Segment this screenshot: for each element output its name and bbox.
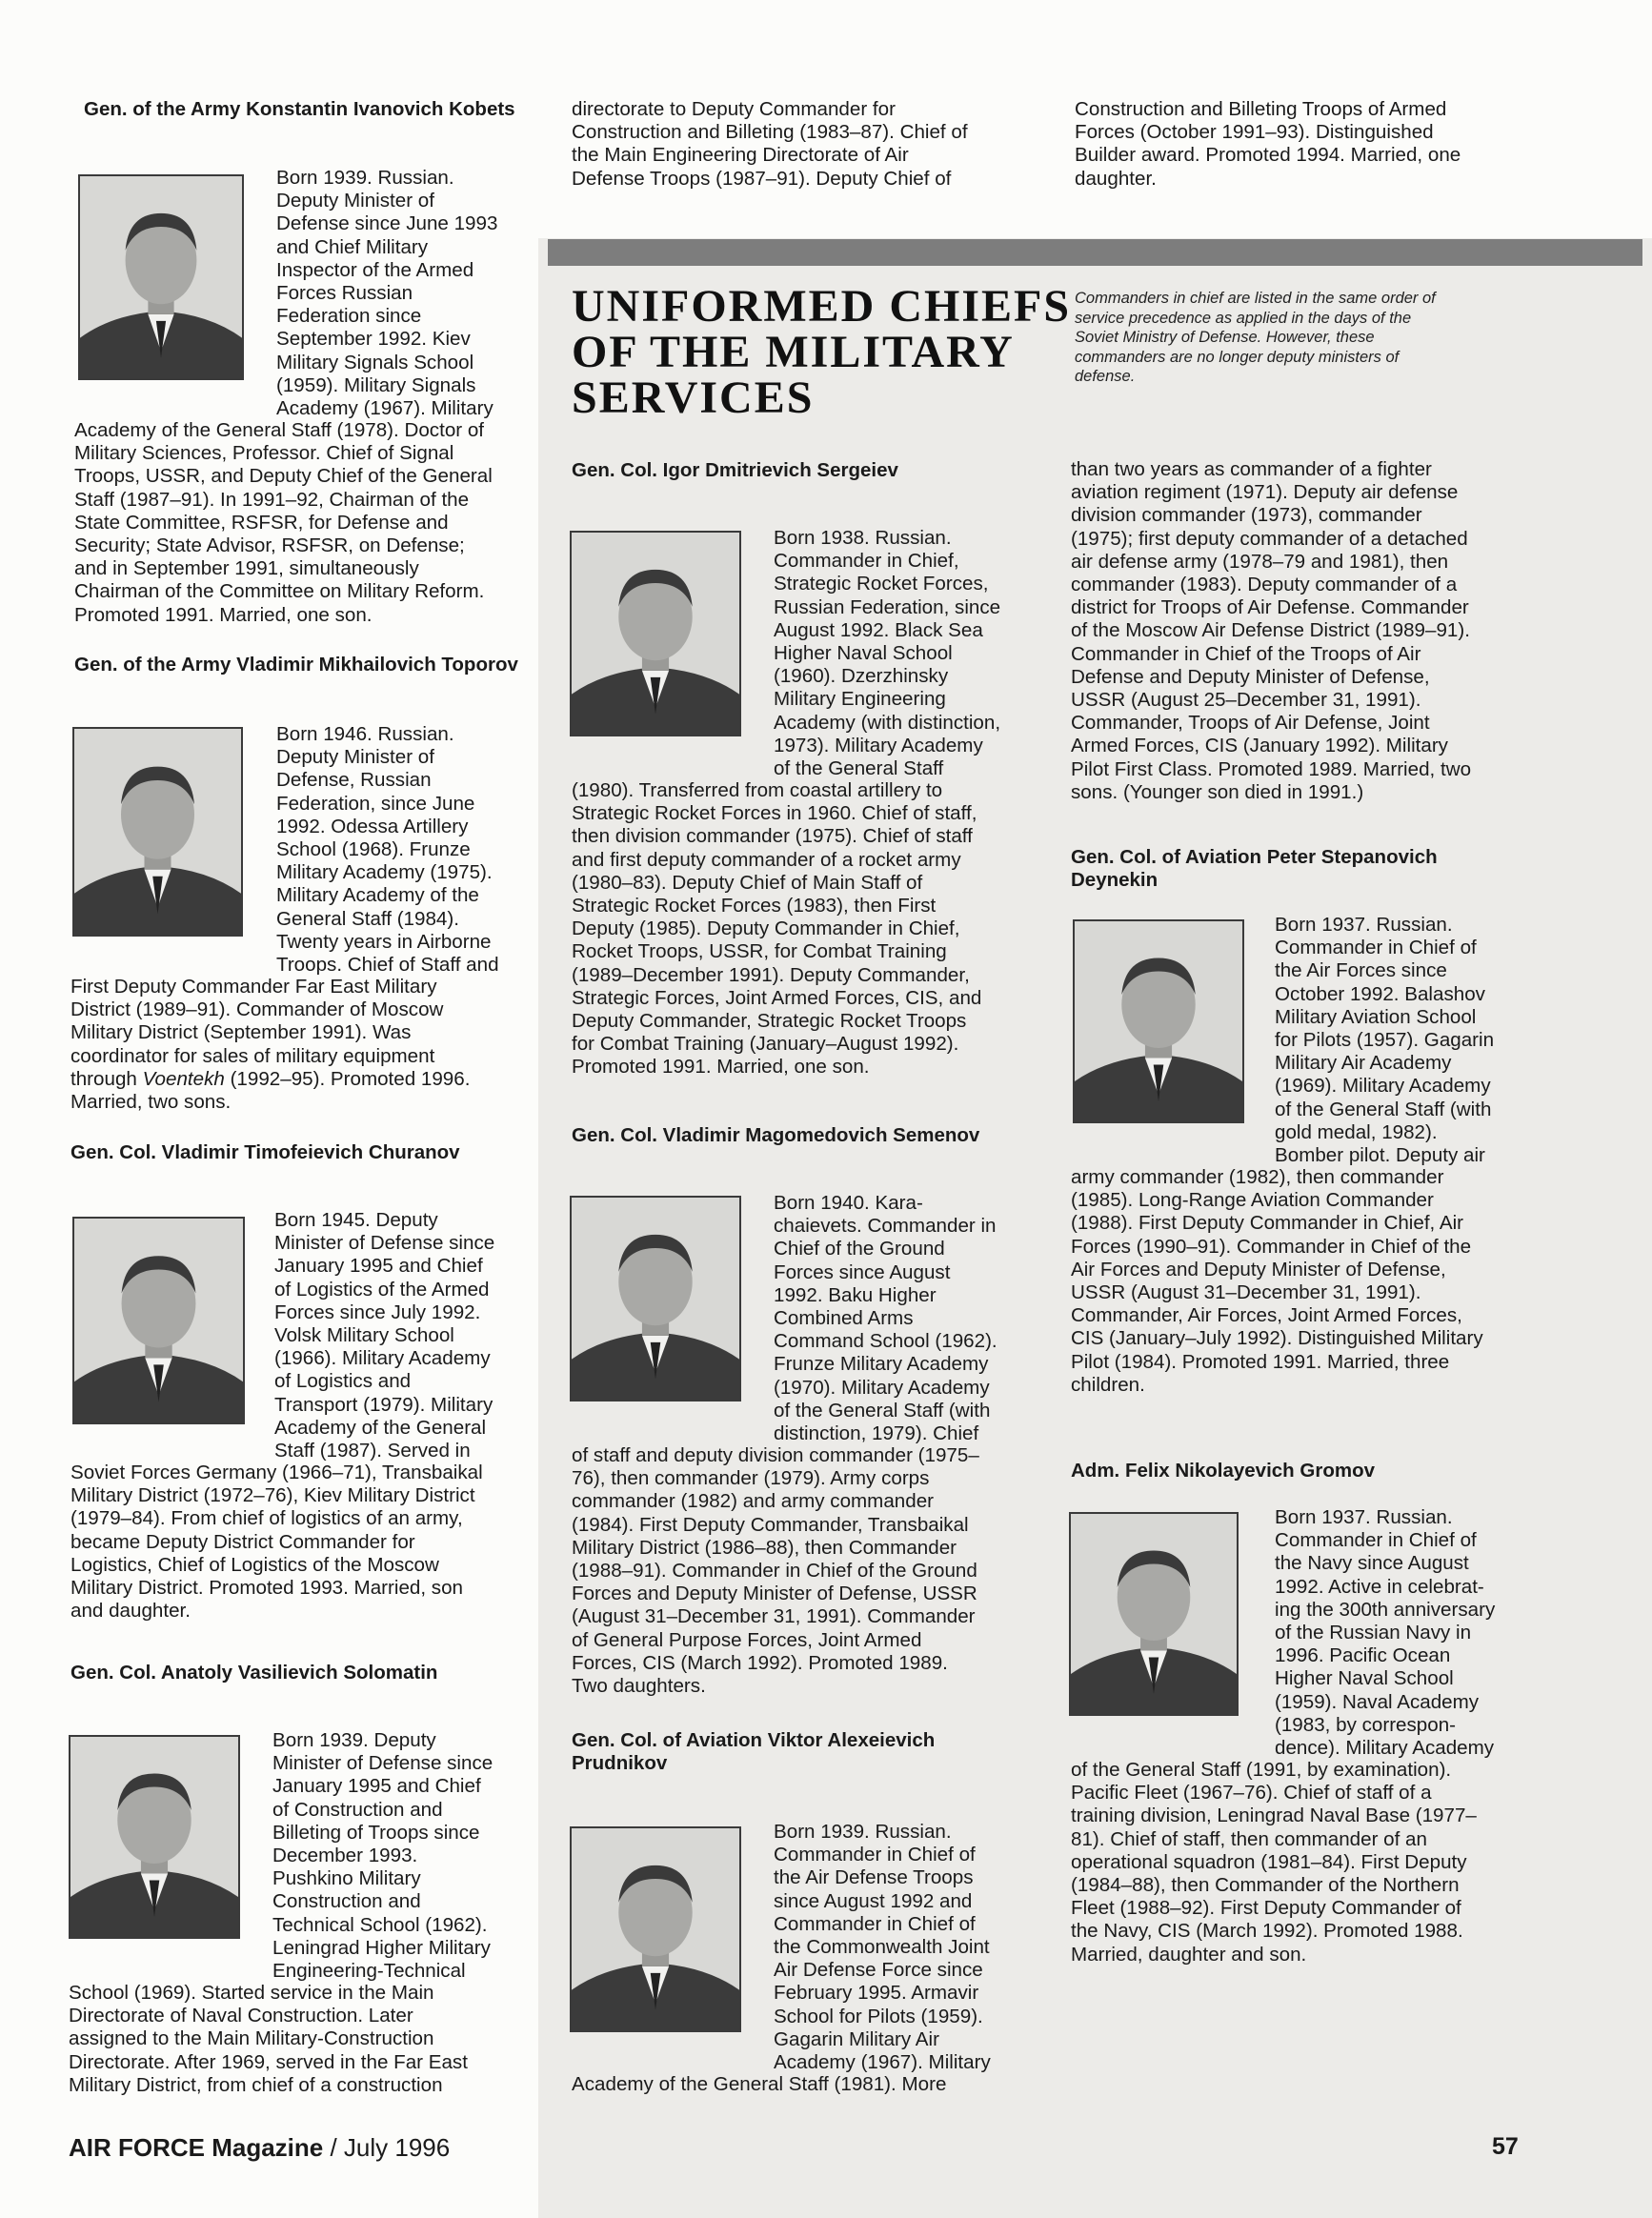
section-note: Commanders in chief are listed in the same order of service precedence as applied in the days of the Soviet Ministry of Defense. However, these commanders are no longer deputy ministers of defense.	[1075, 290, 1436, 385]
portrait-photo	[72, 1217, 245, 1424]
portrait-photo	[72, 727, 243, 937]
portrait-photo	[570, 531, 741, 736]
bio-wrapped-text: Born 1940. Kara- chaievets. Commander in Chief of the Ground Forces since August 1992. Baku Higher Combined Arms Command School (1962). Frunze Military Academy (1970). Military Academy of the General Staff (with distinction, 1979). Chief	[774, 1192, 997, 1445]
bio-text: Academy of the General Staff (1978). Doctor of Military Sciences, Professor. Chief of Signal Troops, USSR, and Deputy Chief of the General Staff (1987–91). In 1991–92, Chairman of the State Committee, RSFSR, for Defense and Security; State Advisor, RSFSR, on Defense; and in September 1991, simultaneously Chairman of the Committee on Military Reform. Promoted 1991. Married, one son.	[74, 419, 493, 626]
portrait-photo	[69, 1735, 240, 1939]
profile-name: Adm. Felix Nikolayevich Gromov	[1071, 1460, 1375, 1482]
bio-continued-text: than two years as commander of a fighter aviation regiment (1971). Deputy air defense division commander (1973), commander (1975); first deputy commander of a detached air defense army (1978–79 and 1981), then commander (1983). Deputy commander of a district for Troops of Air Defense. Commander of the Moscow Air Defense District (1989–91). Commander in Chief of the Troops of Air Defense and Deputy Minister of Defense, USSR (August 25–December 31, 1991). Commander, Troops of Air Defense, Joint Armed Forces, CIS (January 1992). Military Pilot First Class. Promoted 1989. Married, two sons. (Younger son died in 1991.)	[1071, 458, 1472, 803]
portrait-silhouette	[572, 1828, 739, 2030]
bio-text: of staff and deputy division commander (1975– 76), then commander (1979). Army corps commander (1982) and army commander (1984). First Deputy Commander, Transbaikal Military District (1986–88), then Commander (1988–91). Commander in Chief of the Ground Forces and Deputy Minister of Defense, USSR (August 31–December 31, 1991). Commander of General Purpose Forces, Joint Armed Forces, CIS (March 1992). Promoted 1989. Two daughters.	[572, 1444, 979, 1698]
bio-wrapped-text: Born 1939. Deputy Minister of Defense since January 1995 and Chief of Construction and Billeting of Troops since December 1993. Pushkino Military Construction and Technical School (1962). Leningrad Higher Military Engineering-Technical	[272, 1729, 494, 1983]
magazine-name: AIR FORCE Magazine	[69, 2133, 324, 2162]
section-title: UNIFORMED CHIEFS OF THE MILITARY SERVICES	[572, 281, 1072, 423]
bio-text: Academy of the General Staff (1981). More	[572, 2073, 947, 2095]
bio-text: (1980). Transferred from coastal artillery to Strategic Rocket Forces in 1960. Chief of staff, then division commander (1975). Chief of staff and first deputy commander of a rocket army (1980–83). Deputy Chief of Main Staff of Strategic Rocket Forces (1983), then First Deputy (1985). Deputy Commander in Chief, Rocket Troops, USSR, for Combat Training (1989–December 1991). Deputy Commander, Strategic Forces, Joint Armed Forces, CIS, and Deputy Commander, Strategic Rocket Troops for Combat Training (January–August 1992). Promoted 1991. Married, one son.	[572, 779, 982, 1079]
portrait-silhouette	[74, 1219, 243, 1422]
profile-name: Gen. of the Army Vladimir Mikhailovich Toporov	[74, 654, 518, 675]
section-header-band	[548, 239, 1642, 266]
bio-continued-text: Construction and Billeting Troops of Armed Forces (October 1991–93). Distinguished Builder award. Promoted 1994. Married, one daughter.	[1075, 98, 1461, 190]
profile-name: Gen. Col. Anatoly Vasilievich Solomatin	[71, 1662, 438, 1684]
issue-date: / July 1996	[323, 2133, 451, 2162]
portrait-silhouette	[1075, 921, 1242, 1121]
profile-name: Gen. Col. of Aviation Peter Stepanovich Deynekin	[1071, 846, 1438, 891]
bio-wrapped-text: Born 1939. Russian. Deputy Minister of Defense since June 1993 and Chief Military Inspector of the Armed Forces Russian Federation since September 1992. Kiev Military Signals School (1959). Military Signals Academy (1967). Military	[276, 167, 498, 420]
profile-name: Gen. Col. Igor Dmitrievich Sergeiev	[572, 459, 898, 481]
portrait-silhouette	[572, 533, 739, 735]
portrait-photo	[1069, 1512, 1239, 1716]
bio-text: Soviet Forces Germany (1966–71), Transbaikal Military District (1972–76), Kiev Military District (1979–84). From chief of logistics of an army, became Deputy District Commander for Logistics, Chief of Logistics of the Moscow Military District. Promoted 1993. Married, son and daughter.	[71, 1462, 483, 1623]
portrait-silhouette	[1071, 1514, 1237, 1714]
portrait-photo	[570, 1196, 741, 1401]
bio-continued-text: directorate to Deputy Commander for Construction and Billeting (1983–87). Chief of the Main Engineering Directorate of Air Defense Troops (1987–91). Deputy Chief of	[572, 98, 968, 190]
profile-name: Gen. Col. Vladimir Timofeievich Churanov	[71, 1141, 460, 1163]
portrait-photo	[570, 1826, 741, 2032]
bio-wrapped-text: Born 1945. Deputy Minister of Defense since January 1995 and Chief of Logistics of the Armed Forces since July 1992. Volsk Military School (1966). Military Academy of Logistics and Transport (1979). Military Academy of the General Staff (1987). Served in	[274, 1209, 495, 1462]
portrait-silhouette	[80, 176, 242, 378]
portrait-silhouette	[71, 1737, 238, 1937]
bio-wrapped-text: Born 1946. Russian. Deputy Minister of Defense, Russian Federation, since June 1992. Odessa Artillery School (1968). Frunze Military Academy (1975). Military Academy of the General Staff (1984). Twenty years in Airborne Troops. Chief of Staff and	[276, 723, 499, 977]
bio-text: First Deputy Commander Far East Military District (1989–91). Commander of Moscow Military District (September 1991). Was coordinator for sales of military equipment through Voentekh (1992–95). Promoted 1996. Married, two sons.	[71, 976, 471, 1114]
portrait-silhouette	[74, 729, 241, 935]
bio-text: of the General Staff (1991, by examination). Pacific Fleet (1967–76). Chief of staff of a training division, Leningrad Naval Base (1977– 81). Chief of staff, then commander of an operational squadron (1981–84). First Deputy (1984–88), then Commander of the Northern Fleet (1988–92). First Deputy Commander of the Navy, CIS (March 1992). Promoted 1988. Married, daughter and son.	[1071, 1759, 1477, 1966]
bio-text: School (1969). Started service in the Main Directorate of Naval Construction. Later assigned to the Main Military-Construction Directorate. After 1969, served in the Far East Military District, from chief of a construction	[69, 1982, 468, 2096]
profile-name: Gen. Col. of Aviation Viktor Alexeievich Prudnikov	[572, 1729, 936, 1774]
page-number: 57	[1492, 2133, 1519, 2160]
portrait-photo	[78, 174, 244, 380]
bio-wrapped-text: Born 1939. Russian. Commander in Chief of the Air Defense Troops since August 1992 and Commander in Chief of the Commonwealth Joint Air Defense Force since February 1995. Armavir School for Pilots (1959). Gagarin Military Air Academy (1967). Military	[774, 1821, 991, 2074]
footer-magazine-credit	[69, 2133, 450, 2163]
portrait-photo	[1073, 919, 1244, 1123]
bio-wrapped-text: Born 1938. Russian. Commander in Chief, Strategic Rocket Forces, Russian Federation, since August 1992. Black Sea Higher Naval School (1960). Dzerzhinsky Military Engineering Academy (with distinction, 1973). Military Academy of the General Staff	[774, 527, 1001, 780]
bio-text: army commander (1982), then commander (1985). Long-Range Aviation Commander (1988). First Deputy Commander in Chief, Air Forces (1990–91). Commander in Chief of the Air Forces and Deputy Minister of Defense, USSR (August 31–December 31, 1991). Commander, Air Forces, Joint Armed Forces, CIS (January–July 1992). Distinguished Military Pilot (1984). Promoted 1991. Married, three children.	[1071, 1166, 1483, 1396]
profile-name: Gen. of the Army Konstantin Ivanovich Kobets	[84, 98, 515, 120]
portrait-silhouette	[572, 1198, 739, 1400]
bio-wrapped-text: Born 1937. Russian. Commander in Chief of the Air Forces since October 1992. Balashov Military Aviation School for Pilots (1957). Gagarin Military Air Academy (1969). Military Academy of the General Staff (with gold medal, 1982). Bomber pilot. Deputy air	[1275, 914, 1495, 1167]
profile-name: Gen. Col. Vladimir Magomedovich Semenov	[572, 1124, 980, 1146]
bio-wrapped-text: Born 1937. Russian. Commander in Chief of the Navy since August 1992. Active in celebrat- ing the 300th anniversary of the Russian Navy in 1996. Pacific Ocean Higher Naval School (1959). Naval Academy (1983, by correspon- dence). Military Academy	[1275, 1506, 1496, 1760]
